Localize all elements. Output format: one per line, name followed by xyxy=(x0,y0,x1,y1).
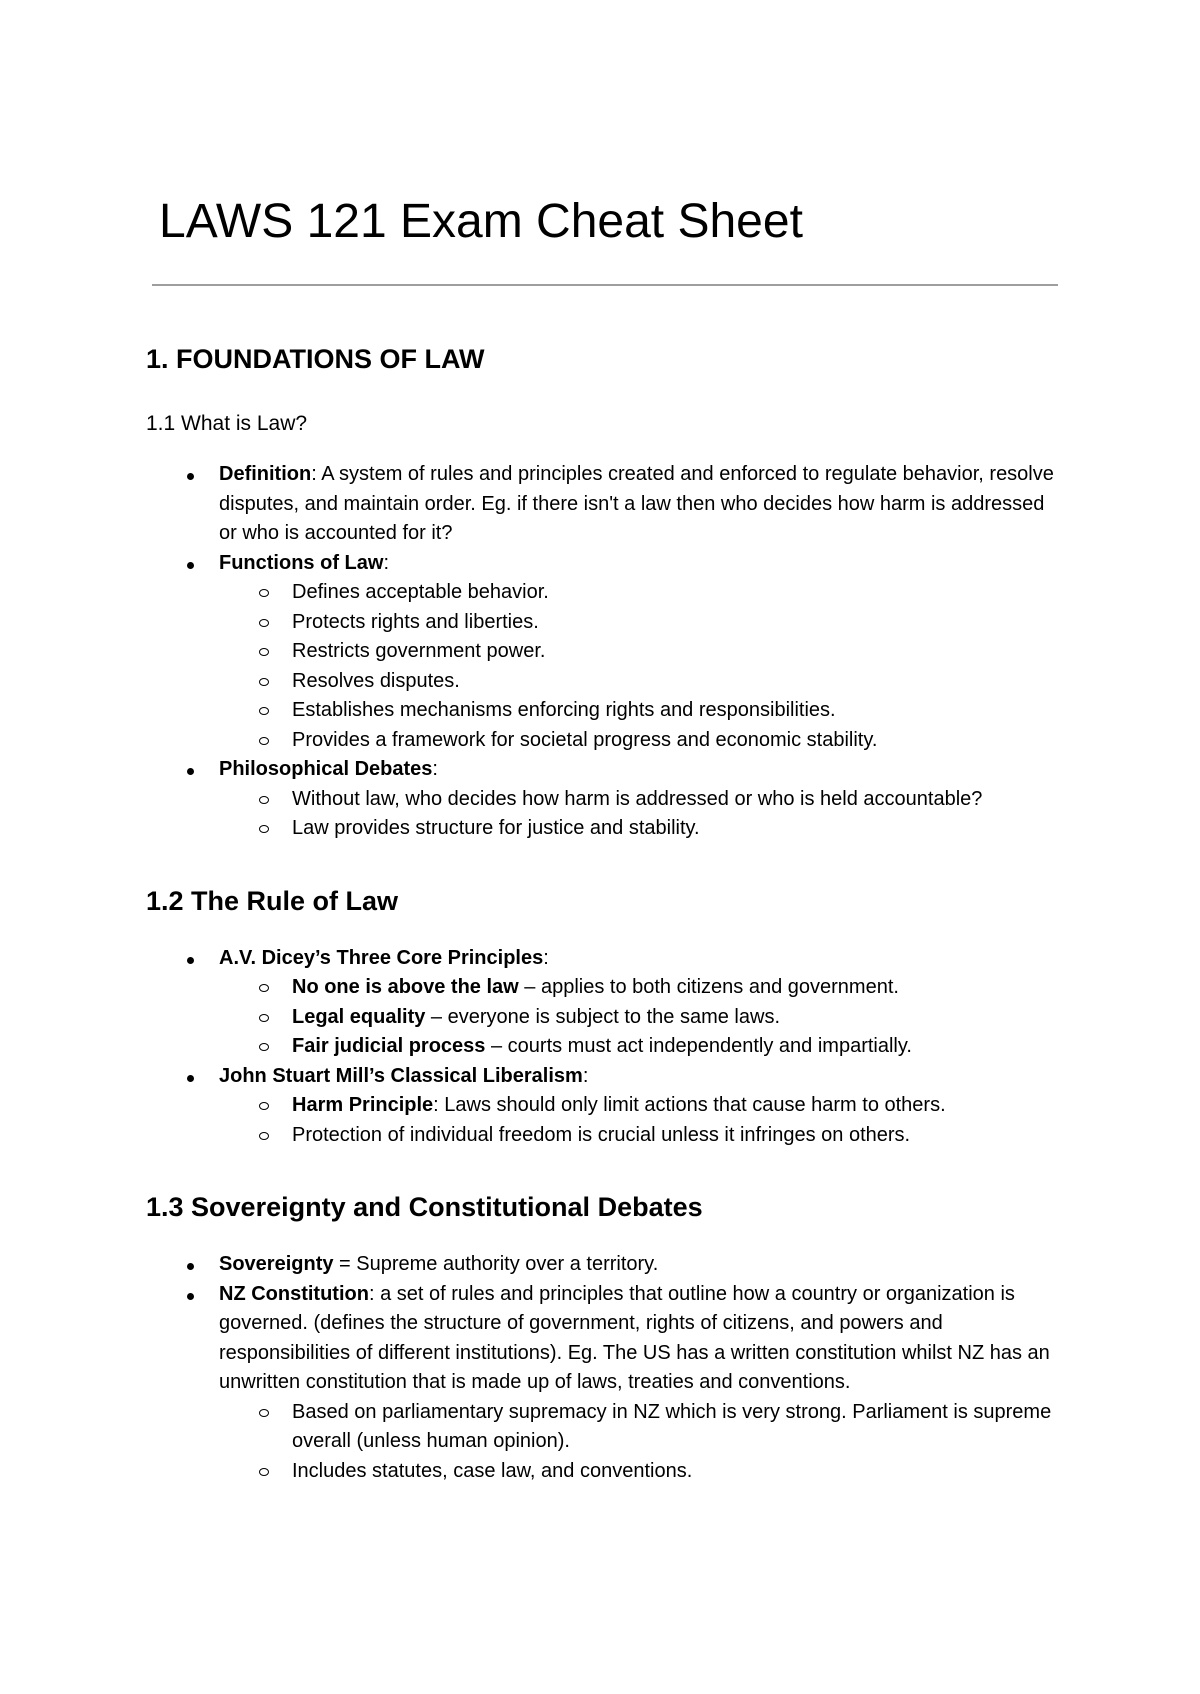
constitution-sublist xyxy=(219,1398,1066,1487)
subsection-heading-sovereignty: 1.3 Sovereignty and Constitutional Debates xyxy=(146,1192,703,1222)
list-item: Without law, who decides how harm is addressed or who is held accountable? xyxy=(219,785,1066,815)
title-divider xyxy=(152,284,1058,286)
list-item xyxy=(219,1003,1066,1033)
mill-colon: : xyxy=(582,1064,589,1087)
list-item: Restricts government power. xyxy=(219,637,1066,667)
item-text: : Laws should only limit actions that cause harm to others. xyxy=(433,1094,946,1116)
item-text: – everyone is subject to the same laws. xyxy=(425,1005,780,1028)
term-functions: Functions of Law xyxy=(219,551,384,574)
sovereignty-text: = Supreme authority over a territory. xyxy=(333,1253,659,1275)
dicey-sublist xyxy=(219,973,1066,1062)
list-item: Establishes mechanisms enforcing rights and responsibilities. xyxy=(219,696,1066,726)
list-item: Resolves disputes. xyxy=(219,667,1066,697)
document-body xyxy=(146,342,1066,1526)
list-item: Includes statutes, case law, and conventions. xyxy=(219,1457,1066,1487)
definition-text: : A system of rules and principles created and enforced to regulate behavior, resolve disputes, and maintain order. Eg. if there isn't a law then who decides how harm is addressed or who is accounted for it? xyxy=(219,463,1054,544)
functions-colon: : xyxy=(383,551,389,574)
document-title: LAWS 121 Exam Cheat Sheet xyxy=(159,195,803,248)
term-definition: Definition xyxy=(219,463,312,485)
list-item-mill xyxy=(146,1062,1066,1151)
list-item xyxy=(219,1091,1066,1121)
debates-sublist xyxy=(219,785,1066,844)
list-item: Law provides structure for justice and stability. xyxy=(219,814,1066,844)
constitution-text: : a set of rules and principles that outline how a country or organization is governed. (defines the structure of government, rights of citizens, and powers and responsibilities of different institutions). Eg. The US has a written constitution whilst NZ has an unwritten constitution that is made up of laws, treaties and conventions. xyxy=(219,1282,1050,1393)
term-constitution: NZ Constitution xyxy=(219,1282,369,1305)
item-text: – applies to both citizens and government. xyxy=(518,976,899,998)
term: Legal equality xyxy=(292,1005,426,1028)
list-item-sovereignty xyxy=(146,1250,1066,1280)
item-text: – courts must act independently and impartially. xyxy=(485,1035,912,1057)
term: Fair judicial process xyxy=(292,1035,486,1057)
list-item-debates xyxy=(146,755,1066,844)
list-item xyxy=(219,973,1066,1003)
list-item xyxy=(219,1032,1066,1062)
term-harm-principle: Harm Principle xyxy=(292,1094,434,1116)
functions-sublist xyxy=(219,578,1066,755)
list-item: Based on parliamentary supremacy in NZ which is very strong. Parliament is supreme overall (unless human opinion). xyxy=(219,1398,1066,1457)
subsection-heading-rule-of-law: 1.2 The Rule of Law xyxy=(146,885,399,916)
section-heading-foundations: 1. FOUNDATIONS OF LAW xyxy=(146,344,485,374)
list-item: Defines acceptable behavior. xyxy=(219,578,1066,608)
list-item: Provides a framework for societal progress and economic stability. xyxy=(219,726,1066,756)
list-item: Protects rights and liberties. xyxy=(219,608,1066,638)
list-item-functions xyxy=(146,549,1066,756)
list-item-dicey xyxy=(146,944,1066,1062)
list-item-definition xyxy=(146,460,1066,549)
rule-of-law-list xyxy=(146,944,1066,1151)
term-sovereignty: Sovereignty xyxy=(219,1253,334,1275)
term: No one is above the law xyxy=(292,976,519,998)
subsection-heading-what-is-law: 1.1 What is Law? xyxy=(146,412,308,435)
debates-colon: : xyxy=(432,758,438,780)
term-debates: Philosophical Debates xyxy=(219,758,433,780)
list-item-constitution xyxy=(146,1280,1066,1487)
term-dicey: A.V. Dicey’s Three Core Principles xyxy=(219,946,544,969)
sovereignty-list xyxy=(146,1250,1066,1486)
mill-sublist xyxy=(219,1091,1066,1150)
what-is-law-list xyxy=(146,460,1066,844)
dicey-colon: : xyxy=(543,946,549,969)
list-item: Protection of individual freedom is crucial unless it infringes on others. xyxy=(219,1121,1066,1151)
term-mill: John Stuart Mill’s Classical Liberalism xyxy=(219,1064,583,1087)
